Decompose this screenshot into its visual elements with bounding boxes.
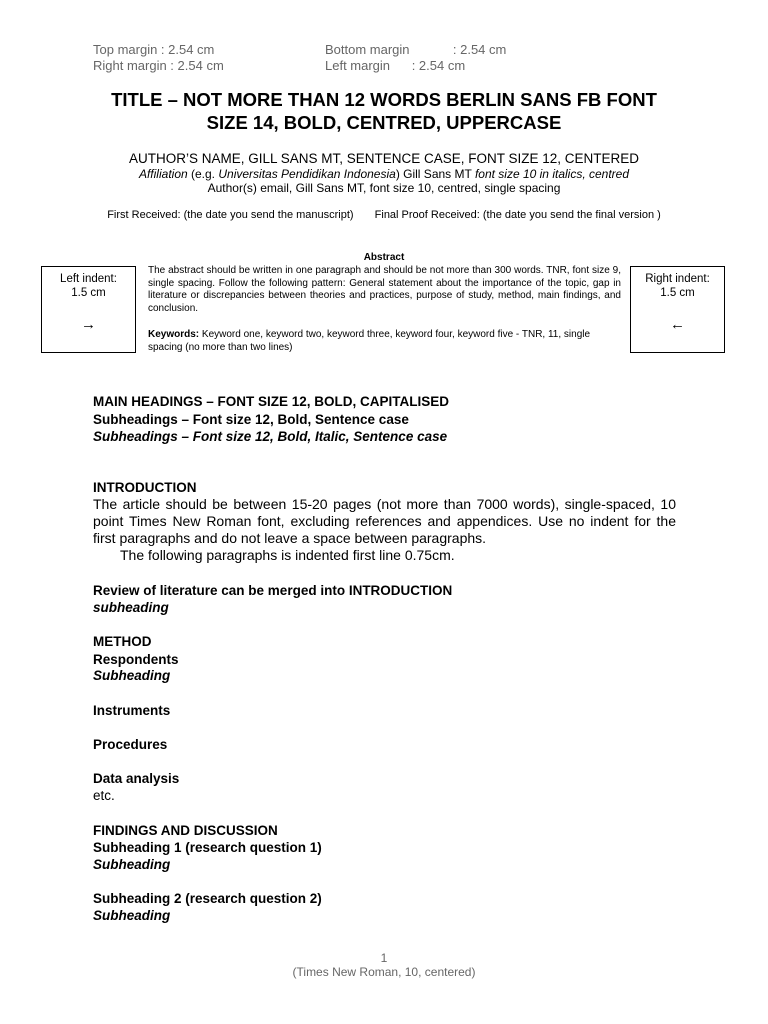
margin-right-text: Right margin : 2.54 cm bbox=[93, 58, 224, 73]
keywords-text: Keyword one, keyword two, keyword three, keyword four, keyword five - TNR, 11, single spacing (no more than two lines) bbox=[148, 329, 591, 353]
findings-subheading-1-italic: Subheading bbox=[93, 857, 171, 872]
affiliation-font: ) Gill Sans MT bbox=[395, 167, 475, 181]
affiliation-eg: (e.g. bbox=[187, 167, 219, 181]
arrow-left-icon: ← bbox=[670, 316, 685, 333]
findings-subheading-2-italic: Subheading bbox=[93, 908, 171, 923]
title-line-1: TITLE – NOT MORE THAN 12 WORDS BERLIN SANS FB FONT bbox=[111, 89, 657, 110]
abstract-heading: Abstract bbox=[363, 252, 405, 263]
main-headings-guide: MAIN HEADINGS – FONT SIZE 12, BOLD, CAPITALISED bbox=[93, 394, 450, 409]
abstract-keywords bbox=[148, 329, 621, 354]
author-name: AUTHOR’S NAME, GILL SANS MT, SENTENCE CASE, FONT SIZE 12, CENTERED bbox=[128, 151, 640, 166]
findings-subheading-1: Subheading 1 (research question 1) bbox=[93, 840, 322, 855]
margin-bottom-text: Bottom margin : 2.54 cm bbox=[325, 42, 507, 57]
findings-heading: FINDINGS AND DISCUSSION bbox=[93, 823, 278, 838]
right-indent-value: 1.5 cm bbox=[660, 287, 695, 299]
respondents-subheading: Respondents bbox=[93, 652, 179, 667]
left-indent-label: Left indent: bbox=[60, 273, 117, 285]
procedures-subheading: Procedures bbox=[93, 737, 168, 752]
affiliation-font-note: font size 10 in italics, centred bbox=[474, 167, 630, 181]
page-number: 1 bbox=[380, 951, 388, 965]
margin-top-text: Top margin : 2.54 cm bbox=[93, 42, 215, 57]
affiliation-institution: Universitas Pendidikan Indonesia bbox=[218, 167, 396, 181]
instruments-subheading: Instruments bbox=[93, 703, 171, 718]
first-received: First Received: (the date you send the manuscript) bbox=[107, 209, 354, 221]
etc-text: etc. bbox=[93, 788, 115, 803]
keywords-label: Keywords: bbox=[148, 329, 200, 340]
margin-left-text: Left margin : 2.54 cm bbox=[325, 58, 466, 73]
left-indent-box bbox=[41, 266, 136, 353]
left-indent-value: 1.5 cm bbox=[71, 287, 106, 299]
right-indent-label: Right indent: bbox=[645, 273, 710, 285]
affiliation-label: Affiliation bbox=[138, 167, 188, 181]
abstract-text: The abstract should be written in one paragraph and should be not more than 300 words. TNR, font size 9, single spacing. Follow the following pattern: General statement about the importance of the topic, gap in literature or discrepancies between theories and practices, purpose of study, method, main findings, and conclusion. bbox=[148, 265, 621, 314]
findings-subheading-2: Subheading 2 (research question 2) bbox=[93, 891, 322, 906]
introduction-heading: INTRODUCTION bbox=[93, 480, 197, 495]
subheadings-guide: Subheadings – Font size 12, Bold, Sentence case bbox=[93, 412, 409, 427]
data-analysis-subheading: Data analysis bbox=[93, 771, 180, 786]
title-line-2: SIZE 14, BOLD, CENTRED, UPPERCASE bbox=[206, 112, 562, 133]
author-email: Author(s) email, Gill Sans MT, font size 10, centred, single spacing bbox=[207, 181, 561, 195]
introduction-paragraph-1: The article should be between 15-20 pages (not more than 7000 words), single-spaced, 10 point Times New Roman font, excluding references and appendices. Use no indent for the first paragraphs and do not leave a space between paragraphs. bbox=[93, 496, 676, 546]
subheadings-italic-guide: Subheadings – Font size 12, Bold, Italic, Sentence case bbox=[93, 429, 448, 444]
method-subheading: Subheading bbox=[93, 668, 171, 683]
final-proof-received: Final Proof Received: (the date you send the final version ) bbox=[374, 209, 661, 221]
introduction-paragraph-2: The following paragraphs is indented first line 0.75cm. bbox=[120, 547, 455, 563]
affiliation bbox=[60, 167, 708, 181]
footer-note: (Times New Roman, 10, centered) bbox=[292, 965, 476, 979]
paper-title bbox=[60, 88, 708, 134]
method-heading: METHOD bbox=[93, 634, 152, 649]
review-subheading: subheading bbox=[93, 600, 169, 615]
received-dates bbox=[60, 208, 708, 222]
review-heading: Review of literature can be merged into INTRODUCTION bbox=[93, 583, 453, 598]
arrow-right-icon: → bbox=[81, 316, 96, 333]
right-indent-box bbox=[630, 266, 725, 353]
